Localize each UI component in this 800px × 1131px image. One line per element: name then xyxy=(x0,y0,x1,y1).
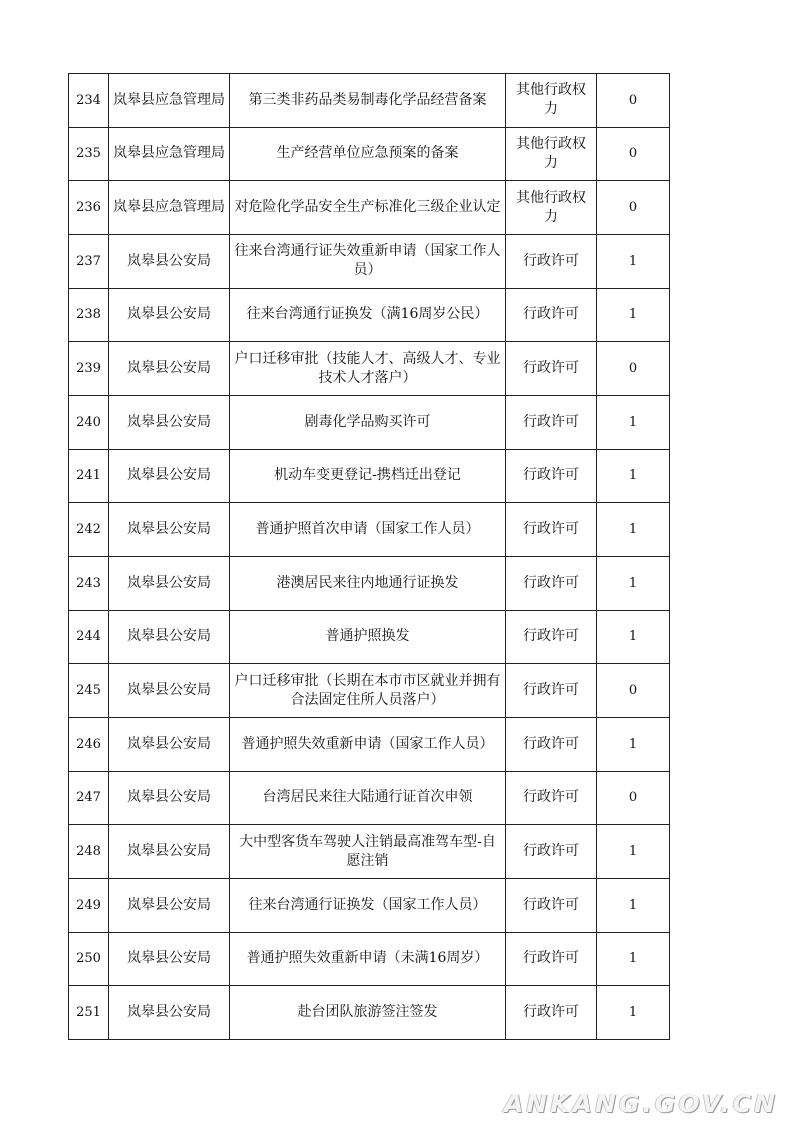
count-cell: 0 xyxy=(597,342,670,396)
power-type-cell: 行政许可 xyxy=(506,503,597,557)
count-cell: 0 xyxy=(597,127,670,181)
table-row xyxy=(69,556,670,610)
row-number-cell: 238 xyxy=(69,288,109,342)
item-name-cell: 往来台湾通行证换发（满16周岁公民） xyxy=(230,288,506,342)
item-name-cell: 大中型客货车驾驶人注销最高准驾车型-自愿注销 xyxy=(230,825,506,879)
count-cell: 0 xyxy=(597,74,670,128)
count-cell: 1 xyxy=(597,878,670,932)
department-cell: 岚皋县公安局 xyxy=(109,932,230,986)
item-name-cell: 对危险化学品安全生产标准化三级企业认定 xyxy=(230,181,506,235)
item-name-cell: 港澳居民来往内地通行证换发 xyxy=(230,556,506,610)
item-name-cell: 普通护照失效重新申请（国家工作人员） xyxy=(230,717,506,771)
row-number-cell: 248 xyxy=(69,825,109,879)
count-cell: 0 xyxy=(597,181,670,235)
row-number-cell: 249 xyxy=(69,878,109,932)
table-row xyxy=(69,717,670,771)
table-row xyxy=(69,74,670,128)
table-body xyxy=(69,74,670,1040)
power-type-cell: 行政许可 xyxy=(506,825,597,879)
count-cell: 1 xyxy=(597,503,670,557)
row-number-cell: 247 xyxy=(69,771,109,825)
count-cell: 1 xyxy=(597,825,670,879)
department-cell: 岚皋县应急管理局 xyxy=(109,74,230,128)
power-type-cell: 行政许可 xyxy=(506,234,597,288)
count-cell: 1 xyxy=(597,449,670,503)
power-type-cell: 行政许可 xyxy=(506,986,597,1040)
table-row xyxy=(69,127,670,181)
count-cell: 0 xyxy=(597,771,670,825)
power-type-cell: 行政许可 xyxy=(506,717,597,771)
item-name-cell: 往来台湾通行证失效重新申请（国家工作人员） xyxy=(230,234,506,288)
count-cell: 1 xyxy=(597,234,670,288)
item-name-cell: 户口迁移审批（技能人才、高级人才、专业技术人才落户） xyxy=(230,342,506,396)
table-row xyxy=(69,771,670,825)
department-cell: 岚皋县公安局 xyxy=(109,986,230,1040)
power-type-cell: 行政许可 xyxy=(506,395,597,449)
row-number-cell: 241 xyxy=(69,449,109,503)
department-cell: 岚皋县应急管理局 xyxy=(109,127,230,181)
item-name-cell: 剧毒化学品购买许可 xyxy=(230,395,506,449)
power-type-cell: 行政许可 xyxy=(506,449,597,503)
department-cell: 岚皋县公安局 xyxy=(109,825,230,879)
item-name-cell: 往来台湾通行证换发（国家工作人员） xyxy=(230,878,506,932)
table-row xyxy=(69,878,670,932)
power-type-cell: 其他行政权力 xyxy=(506,127,597,181)
power-type-cell: 行政许可 xyxy=(506,288,597,342)
department-cell: 岚皋县公安局 xyxy=(109,717,230,771)
power-type-cell: 其他行政权力 xyxy=(506,181,597,235)
row-number-cell: 244 xyxy=(69,610,109,664)
item-name-cell: 生产经营单位应急预案的备案 xyxy=(230,127,506,181)
item-name-cell: 户口迁移审批（长期在本市市区就业并拥有合法固定住所人员落户） xyxy=(230,664,506,718)
table-row xyxy=(69,825,670,879)
count-cell: 1 xyxy=(597,932,670,986)
row-number-cell: 235 xyxy=(69,127,109,181)
item-name-cell: 机动车变更登记-携档迁出登记 xyxy=(230,449,506,503)
permissions-table xyxy=(68,73,670,1040)
count-cell: 1 xyxy=(597,986,670,1040)
table-row xyxy=(69,664,670,718)
row-number-cell: 240 xyxy=(69,395,109,449)
table-row xyxy=(69,503,670,557)
power-type-cell: 行政许可 xyxy=(506,610,597,664)
department-cell: 岚皋县公安局 xyxy=(109,771,230,825)
power-type-cell: 行政许可 xyxy=(506,556,597,610)
department-cell: 岚皋县应急管理局 xyxy=(109,181,230,235)
row-number-cell: 251 xyxy=(69,986,109,1040)
department-cell: 岚皋县公安局 xyxy=(109,503,230,557)
row-number-cell: 243 xyxy=(69,556,109,610)
department-cell: 岚皋县公安局 xyxy=(109,449,230,503)
department-cell: 岚皋县公安局 xyxy=(109,556,230,610)
power-type-cell: 行政许可 xyxy=(506,878,597,932)
department-cell: 岚皋县公安局 xyxy=(109,234,230,288)
table-row xyxy=(69,932,670,986)
count-cell: 1 xyxy=(597,288,670,342)
item-name-cell: 第三类非药品类易制毒化学品经营备案 xyxy=(230,74,506,128)
power-type-cell: 行政许可 xyxy=(506,342,597,396)
row-number-cell: 245 xyxy=(69,664,109,718)
power-type-cell: 行政许可 xyxy=(506,664,597,718)
table-row xyxy=(69,181,670,235)
count-cell: 1 xyxy=(597,610,670,664)
department-cell: 岚皋县公安局 xyxy=(109,610,230,664)
item-name-cell: 台湾居民来往大陆通行证首次申领 xyxy=(230,771,506,825)
department-cell: 岚皋县公安局 xyxy=(109,342,230,396)
item-name-cell: 赴台团队旅游签注签发 xyxy=(230,986,506,1040)
count-cell: 1 xyxy=(597,556,670,610)
item-name-cell: 普通护照失效重新申请（未满16周岁） xyxy=(230,932,506,986)
power-type-cell: 行政许可 xyxy=(506,932,597,986)
table-row xyxy=(69,395,670,449)
item-name-cell: 普通护照换发 xyxy=(230,610,506,664)
row-number-cell: 239 xyxy=(69,342,109,396)
site-watermark: ANKANG.GOV.CN xyxy=(503,1089,778,1118)
power-type-cell: 其他行政权力 xyxy=(506,74,597,128)
row-number-cell: 246 xyxy=(69,717,109,771)
department-cell: 岚皋县公安局 xyxy=(109,878,230,932)
table-row xyxy=(69,610,670,664)
row-number-cell: 237 xyxy=(69,234,109,288)
row-number-cell: 250 xyxy=(69,932,109,986)
department-cell: 岚皋县公安局 xyxy=(109,288,230,342)
table-row xyxy=(69,449,670,503)
count-cell: 0 xyxy=(597,664,670,718)
item-name-cell: 普通护照首次申请（国家工作人员） xyxy=(230,503,506,557)
department-cell: 岚皋县公安局 xyxy=(109,664,230,718)
department-cell: 岚皋县公安局 xyxy=(109,395,230,449)
table-row xyxy=(69,288,670,342)
row-number-cell: 242 xyxy=(69,503,109,557)
count-cell: 1 xyxy=(597,717,670,771)
count-cell: 1 xyxy=(597,395,670,449)
power-type-cell: 行政许可 xyxy=(506,771,597,825)
table-row xyxy=(69,342,670,396)
table-row xyxy=(69,234,670,288)
row-number-cell: 234 xyxy=(69,74,109,128)
table-row xyxy=(69,986,670,1040)
row-number-cell: 236 xyxy=(69,181,109,235)
